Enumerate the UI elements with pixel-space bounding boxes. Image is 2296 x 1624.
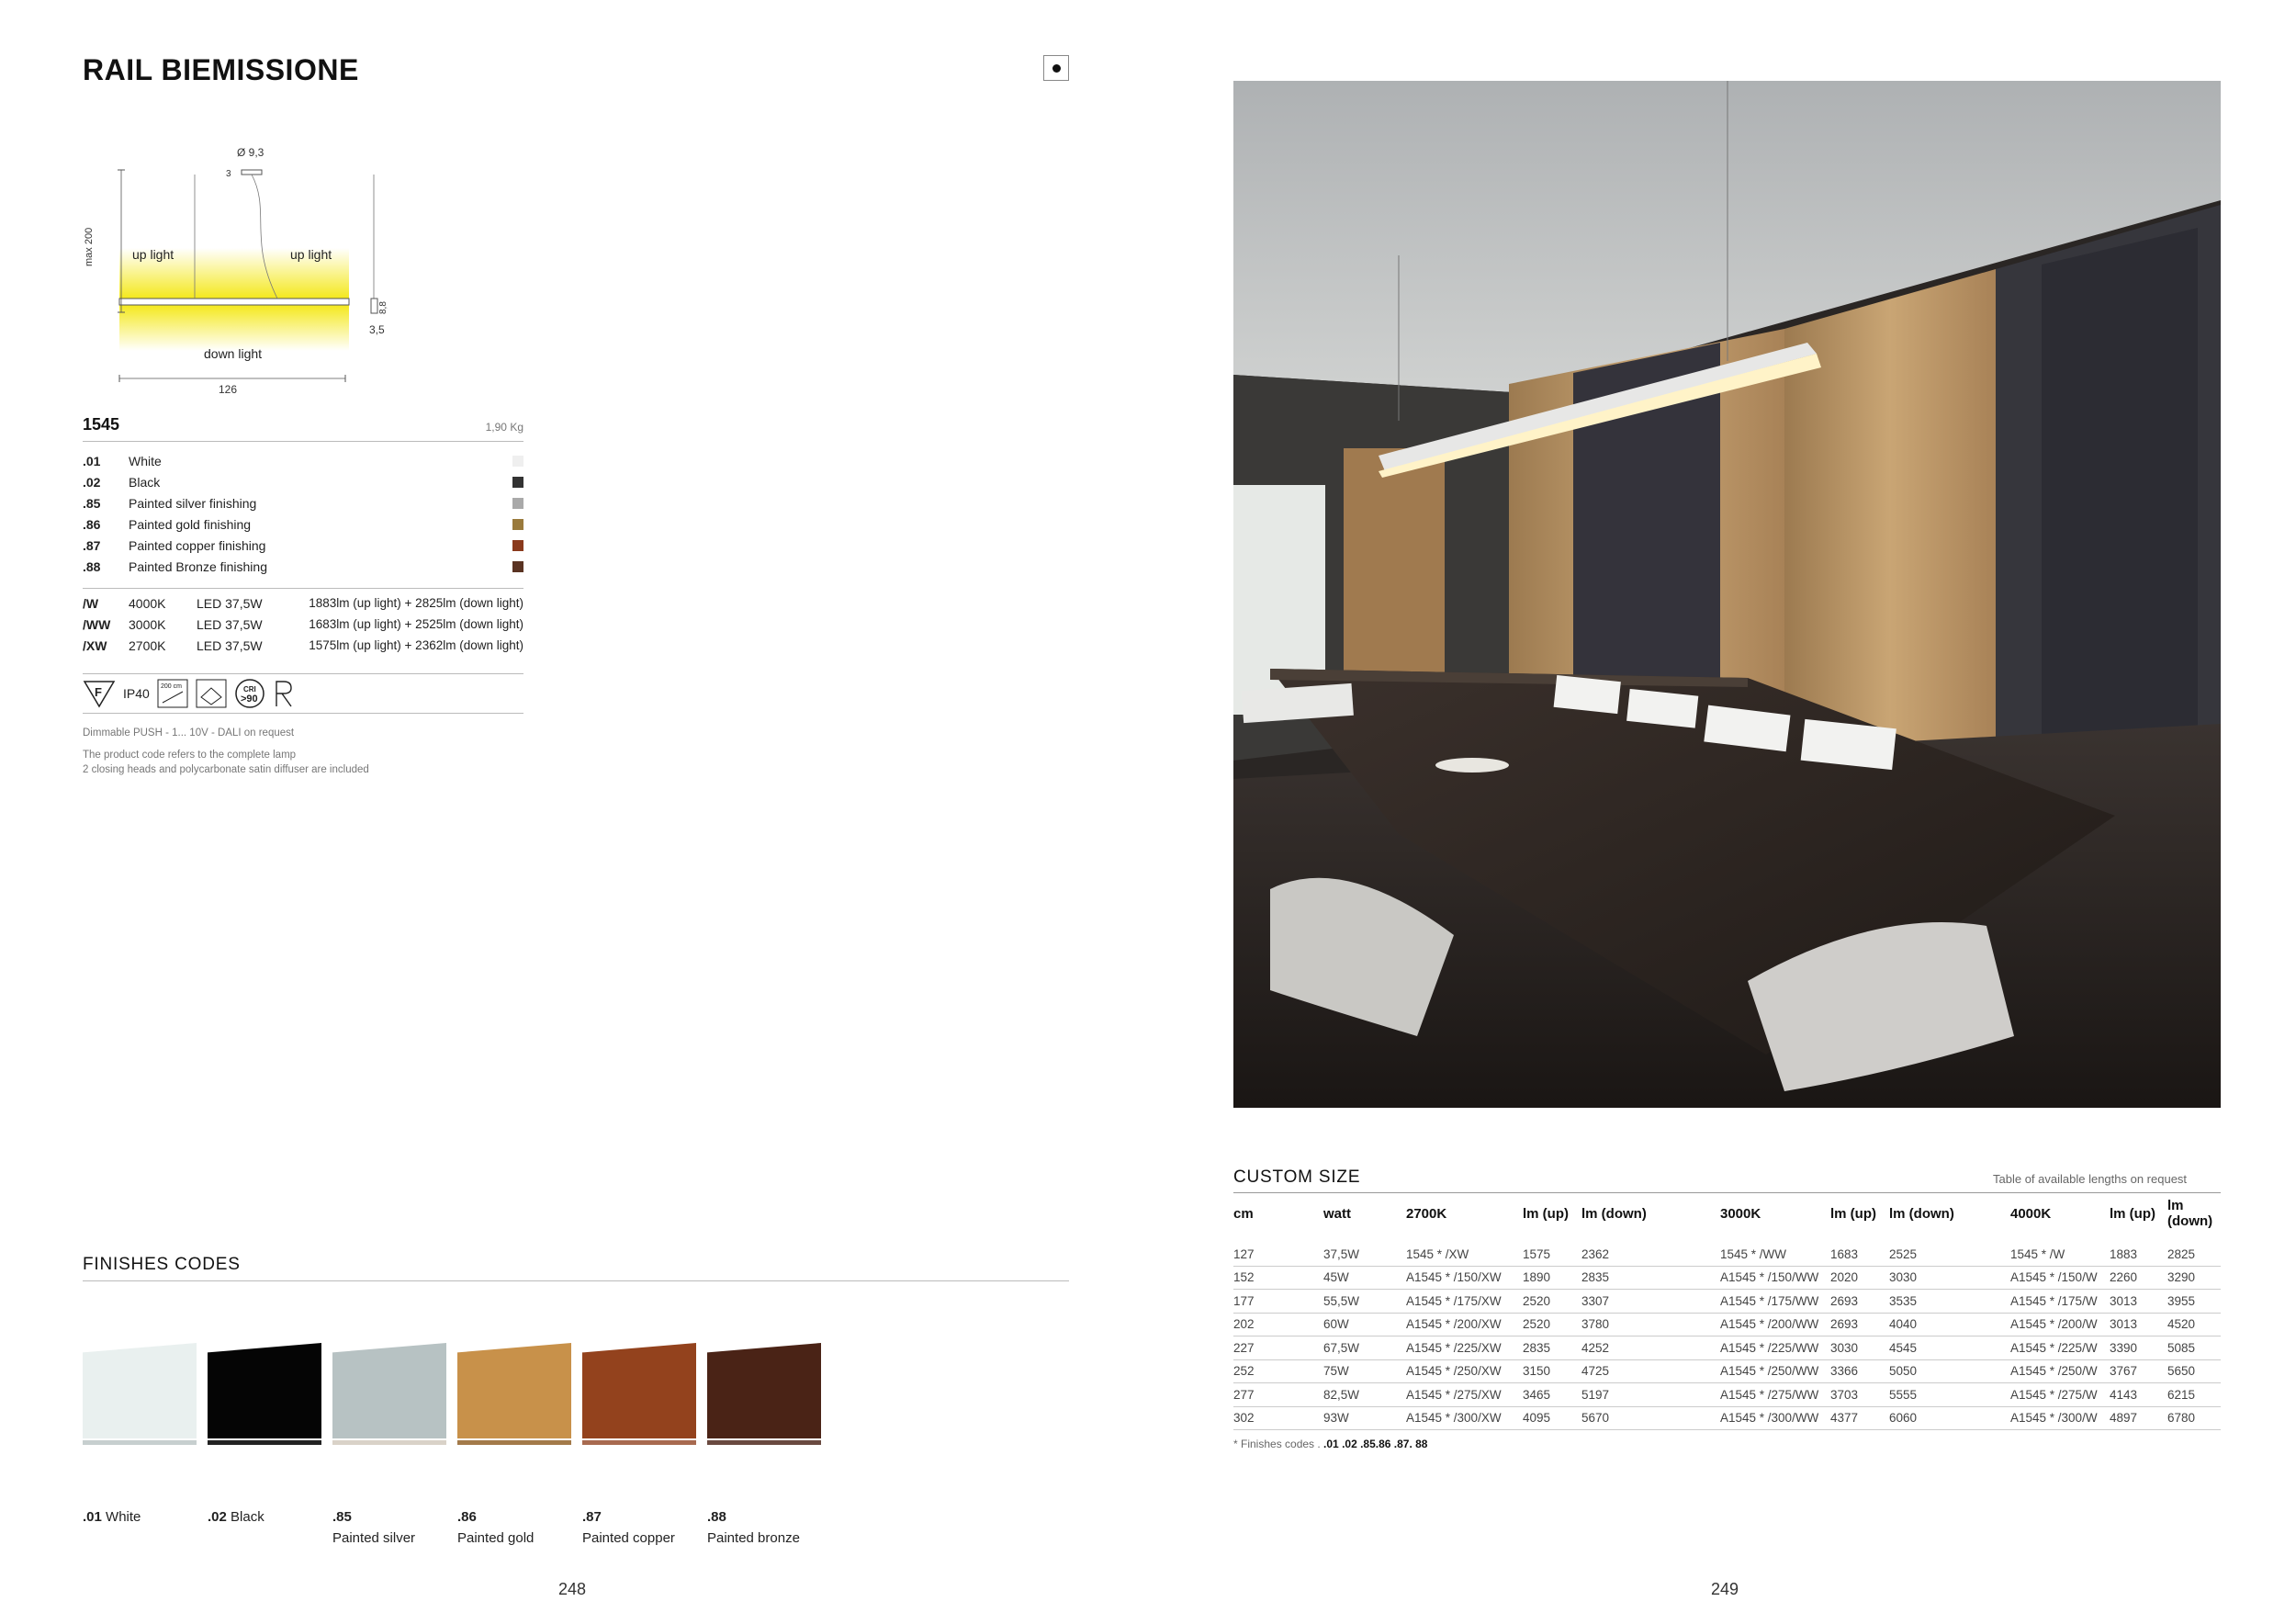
table-cell: 3703 (1830, 1383, 1889, 1407)
finish-code: .01 (83, 453, 101, 468)
finish-swatch (512, 477, 523, 488)
custom-size-note: Table of available lengths on request (1993, 1172, 2188, 1186)
finish-sample-name: Painted bronze (707, 1530, 800, 1546)
table-cell: 82,5W (1323, 1383, 1406, 1407)
product-code-header (83, 415, 523, 442)
custom-size-footnote (1233, 1438, 1427, 1450)
dim-side-height: 8,8 (378, 301, 388, 314)
finish-swatch (512, 498, 523, 509)
finish-sample-code: .88 (707, 1509, 726, 1525)
finish-name: Painted gold finishing (129, 516, 252, 532)
table-cell: 2525 (1889, 1243, 2010, 1266)
table-cell: 227 (1233, 1336, 1323, 1360)
finish-sample (707, 1343, 821, 1451)
dim-width: 126 (219, 383, 238, 396)
table-cell: 55,5W (1323, 1290, 1406, 1314)
table-cell: 4143 (2110, 1383, 2167, 1407)
table-cell: 3465 (1523, 1383, 1581, 1407)
table-cell: 2020 (1830, 1266, 1889, 1290)
table-cell: 45W (1323, 1266, 1406, 1290)
table-cell: 4377 (1830, 1406, 1889, 1430)
table-cell: 2693 (1830, 1290, 1889, 1314)
table-cell: 3767 (2110, 1359, 2167, 1383)
column-header: 4000K (2010, 1205, 2052, 1222)
column-header: lm (up) (1523, 1205, 1569, 1222)
column-header: lm (down) (2167, 1198, 2213, 1229)
finish-name: Black (129, 474, 161, 490)
cri-label: CRI (242, 685, 256, 694)
finish-sample-face (83, 1343, 197, 1438)
install-icon (196, 679, 227, 708)
spec-list (83, 588, 523, 656)
finish-sample-label (332, 1506, 415, 1549)
table-cell: A1545 * /300/WW (1720, 1406, 1830, 1430)
finish-sample-edge (332, 1440, 446, 1445)
column-header: lm (down) (1889, 1205, 1954, 1222)
spec-row (83, 614, 523, 635)
dim-side-width: 3,5 (369, 323, 385, 336)
cable-length: 200 cm (160, 683, 182, 690)
finish-sample-name: White (106, 1509, 141, 1525)
table-cell: A1545 * /200/W (2010, 1313, 2110, 1336)
finish-sample-face (457, 1343, 571, 1438)
finish-sample-name: Black (231, 1509, 264, 1525)
finish-sample-edge (83, 1440, 197, 1445)
custom-size-header-row (1233, 1193, 2221, 1234)
table-cell: 3013 (2110, 1290, 2167, 1314)
table-cell: 60W (1323, 1313, 1406, 1336)
table-cell: 75W (1323, 1359, 1406, 1383)
spec-row (83, 635, 523, 656)
table-cell: 4725 (1581, 1359, 1720, 1383)
table-cell: 67,5W (1323, 1336, 1406, 1360)
table-cell: 2693 (1830, 1313, 1889, 1336)
label-down: down light (204, 346, 263, 361)
table-cell: 3535 (1889, 1290, 2010, 1314)
table-cell: 3030 (1889, 1266, 2010, 1290)
table-cell: 6060 (1889, 1406, 2010, 1430)
table-cell: 3290 (2167, 1266, 2221, 1290)
table-cell: 1545 * /XW (1406, 1243, 1523, 1266)
finish-sample-name: Painted gold (457, 1530, 535, 1546)
custom-size-title: CUSTOM SIZE (1233, 1167, 1361, 1187)
technical-drawing (73, 138, 441, 404)
finish-sample (457, 1343, 571, 1451)
table-cell: 2825 (2167, 1243, 2221, 1266)
dim-height: max 200 (84, 227, 95, 266)
finish-sample-edge (208, 1440, 321, 1445)
spec-code: /XW (83, 637, 107, 653)
spec-temp: 4000K (129, 595, 166, 611)
finish-row (83, 471, 523, 492)
table-cell: A1545 * /200/WW (1720, 1313, 1830, 1336)
table-cell: A1545 * /150/WW (1720, 1266, 1830, 1290)
finish-sample-face (707, 1343, 821, 1438)
finish-swatch (512, 519, 523, 530)
finish-sample-edge (582, 1440, 696, 1445)
table-cell: 4545 (1889, 1336, 2010, 1360)
finish-sample-code: .87 (582, 1509, 602, 1525)
column-header: watt (1323, 1205, 1351, 1222)
spec-row (83, 592, 523, 614)
finishes-codes-title: FINISHES CODES (83, 1255, 1069, 1281)
spec-code: /W (83, 595, 99, 611)
table-cell: A1545 * /300/XW (1406, 1406, 1523, 1430)
table-cell: 127 (1233, 1243, 1323, 1266)
note-included: 2 closing heads and polycarbonate satin diffuser are included (83, 764, 369, 775)
table-cell: 4897 (2110, 1406, 2167, 1430)
finish-list (83, 450, 523, 577)
finish-sample-label (582, 1506, 675, 1549)
table-cell: 2520 (1523, 1290, 1581, 1314)
table-cell: 3150 (1523, 1359, 1581, 1383)
table-cell: 2835 (1523, 1336, 1581, 1360)
table-cell: A1545 * /200/XW (1406, 1313, 1523, 1336)
finish-sample-face (582, 1343, 696, 1438)
table-cell: 3030 (1830, 1336, 1889, 1360)
finish-sample (83, 1343, 197, 1451)
table-cell: 4520 (2167, 1313, 2221, 1336)
spec-temp: 2700K (129, 637, 166, 653)
spec-temp: 3000K (129, 616, 166, 632)
table-row (1233, 1243, 2221, 1266)
column-header: 2700K (1406, 1205, 1447, 1222)
finish-row (83, 513, 523, 535)
finish-sample-code: .02 (208, 1509, 227, 1525)
finish-sample-name: Painted silver (332, 1530, 416, 1546)
spec-code: /WW (83, 616, 111, 632)
finish-name: White (129, 453, 162, 468)
table-cell: 3366 (1830, 1359, 1889, 1383)
dim-small: 3 (226, 169, 231, 179)
table-cell: A1545 * /150/XW (1406, 1266, 1523, 1290)
table-cell: 4040 (1889, 1313, 2010, 1336)
table-cell: A1545 * /250/WW (1720, 1359, 1830, 1383)
table-cell: 2835 (1581, 1266, 1720, 1290)
room-photo (1233, 81, 2221, 1108)
spec-flux: 1683lm (up light) + 2525lm (down light) (309, 617, 523, 631)
spec-led: LED 37,5W (197, 637, 263, 653)
finish-sample-face (208, 1343, 321, 1438)
page-number-left: 248 (558, 1580, 587, 1598)
table-cell: A1545 * /300/W (2010, 1406, 2110, 1430)
finish-sample-label (208, 1506, 264, 1528)
spec-led: LED 37,5W (197, 595, 263, 611)
table-cell: 2260 (2110, 1266, 2167, 1290)
table-cell: 3307 (1581, 1290, 1720, 1314)
product-notes (83, 726, 560, 777)
table-cell: 6215 (2167, 1383, 2221, 1407)
footnote-prefix: * Finishes codes . (1233, 1438, 1324, 1450)
table-cell: 3780 (1581, 1313, 1720, 1336)
column-header: lm (up) (2110, 1205, 2155, 1222)
table-row (1233, 1336, 2221, 1360)
table-cell: A1545 * /175/W (2010, 1290, 2110, 1314)
table-cell: A1545 * /250/W (2010, 1359, 2110, 1383)
label-up-left: up light (132, 247, 174, 262)
finish-sample (582, 1343, 696, 1451)
column-header: cm (1233, 1205, 1254, 1222)
table-cell: 177 (1233, 1290, 1323, 1314)
table-cell: A1545 * /175/XW (1406, 1290, 1523, 1314)
spec-flux: 1883lm (up light) + 2825lm (down light) (309, 596, 523, 610)
finish-sample-code: .86 (457, 1509, 477, 1525)
table-cell: A1545 * /225/W (2010, 1336, 2110, 1360)
f-mark-icon (83, 679, 116, 708)
finish-sample-label (83, 1506, 141, 1528)
finish-sample-face (332, 1343, 446, 1438)
finish-sample (208, 1343, 321, 1451)
finish-name: Painted silver finishing (129, 495, 257, 511)
table-cell: A1545 * /175/WW (1720, 1290, 1830, 1314)
ip-rating: IP40 (123, 686, 150, 701)
finish-swatch (512, 456, 523, 467)
table-cell: 1575 (1523, 1243, 1581, 1266)
finish-swatch (512, 561, 523, 572)
table-cell: A1545 * /150/W (2010, 1266, 2110, 1290)
spec-led: LED 37,5W (197, 616, 263, 632)
finish-code: .02 (83, 474, 101, 490)
product-weight: 1,90 Kg (485, 421, 523, 434)
table-cell: 93W (1323, 1406, 1406, 1430)
r-mark-icon (273, 679, 293, 708)
column-header: lm (up) (1830, 1205, 1876, 1222)
finish-name: Painted copper finishing (129, 537, 266, 553)
spec-flux: 1575lm (up light) + 2362lm (down light) (309, 638, 523, 652)
table-cell: 302 (1233, 1406, 1323, 1430)
product-code: 1545 (83, 415, 120, 434)
table-cell: A1545 * /275/WW (1720, 1383, 1830, 1407)
table-cell: 3955 (2167, 1290, 2221, 1314)
table-cell: 152 (1233, 1266, 1323, 1290)
finish-sample-label (457, 1506, 534, 1549)
f-mark-label: F (95, 685, 102, 699)
table-row (1233, 1313, 2221, 1336)
table-row (1233, 1406, 2221, 1430)
table-cell: A1545 * /250/XW (1406, 1359, 1523, 1383)
column-header: 3000K (1720, 1205, 1761, 1222)
finish-name: Painted Bronze finishing (129, 558, 267, 574)
table-cell: 5197 (1581, 1383, 1720, 1407)
finish-row (83, 535, 523, 556)
dim-diameter: Ø 9,3 (237, 146, 264, 159)
finish-row (83, 450, 523, 471)
finish-sample-code: .85 (332, 1509, 352, 1525)
finish-swatch (512, 540, 523, 551)
table-cell: 1890 (1523, 1266, 1581, 1290)
finish-row (83, 556, 523, 577)
finish-code: .88 (83, 558, 101, 574)
note-code: The product code refers to the complete lamp (83, 750, 297, 761)
table-cell: 5085 (2167, 1336, 2221, 1360)
table-row (1233, 1383, 2221, 1407)
finish-code: .86 (83, 516, 101, 532)
finish-code: .85 (83, 495, 101, 511)
spacer-cell (1233, 1234, 1323, 1243)
table-cell: 277 (1233, 1383, 1323, 1407)
finish-sample-code: .01 (83, 1509, 102, 1525)
table-cell: A1545 * /275/XW (1406, 1383, 1523, 1407)
note-dimmable: Dimmable PUSH - 1... 10V - DALI on request (83, 727, 295, 739)
label-up-right: up light (290, 247, 332, 262)
table-cell: 1883 (2110, 1243, 2167, 1266)
column-header: lm (down) (1581, 1205, 1647, 1222)
finish-sample-edge (707, 1440, 821, 1445)
table-cell: 3013 (2110, 1313, 2167, 1336)
finish-sample-edge (457, 1440, 571, 1445)
table-cell: 1683 (1830, 1243, 1889, 1266)
cable-length-icon (157, 679, 188, 708)
finish-code: .87 (83, 537, 101, 553)
cri-value: >90 (240, 694, 258, 705)
table-row (1233, 1290, 2221, 1314)
table-cell: A1545 * /225/XW (1406, 1336, 1523, 1360)
table-cell: 4095 (1523, 1406, 1581, 1430)
table-cell: 252 (1233, 1359, 1323, 1383)
table-cell: 1545 * /WW (1720, 1243, 1830, 1266)
page-number-right: 249 (1711, 1580, 1739, 1598)
custom-size-table (1233, 1192, 2221, 1430)
table-cell: 5650 (2167, 1359, 2221, 1383)
table-cell: 3390 (2110, 1336, 2167, 1360)
cri-icon (234, 678, 265, 709)
table-cell: A1545 * /275/W (2010, 1383, 2110, 1407)
table-cell: 2520 (1523, 1313, 1581, 1336)
finish-sample-label (707, 1506, 800, 1549)
table-cell: 4252 (1581, 1336, 1720, 1360)
table-cell: 5670 (1581, 1406, 1720, 1430)
finish-sample-name: Painted copper (582, 1530, 675, 1546)
table-cell: A1545 * /225/WW (1720, 1336, 1830, 1360)
table-cell: 2362 (1581, 1243, 1720, 1266)
page-title: RAIL BIEMISSIONE (83, 53, 359, 86)
table-cell: 37,5W (1323, 1243, 1406, 1266)
table-cell: 6780 (2167, 1406, 2221, 1430)
table-spacer (1233, 1234, 2221, 1243)
finish-sample (332, 1343, 446, 1451)
table-row (1233, 1266, 2221, 1290)
table-row (1233, 1359, 2221, 1383)
certification-icons (83, 673, 523, 714)
table-cell: 1545 * /W (2010, 1243, 2110, 1266)
bullet-icon (1043, 55, 1069, 81)
finish-row (83, 492, 523, 513)
table-cell: 5555 (1889, 1383, 2010, 1407)
footnote-codes: .01 .02 .85.86 .87. 88 (1323, 1438, 1428, 1450)
table-cell: 202 (1233, 1313, 1323, 1336)
table-cell: 5050 (1889, 1359, 2010, 1383)
